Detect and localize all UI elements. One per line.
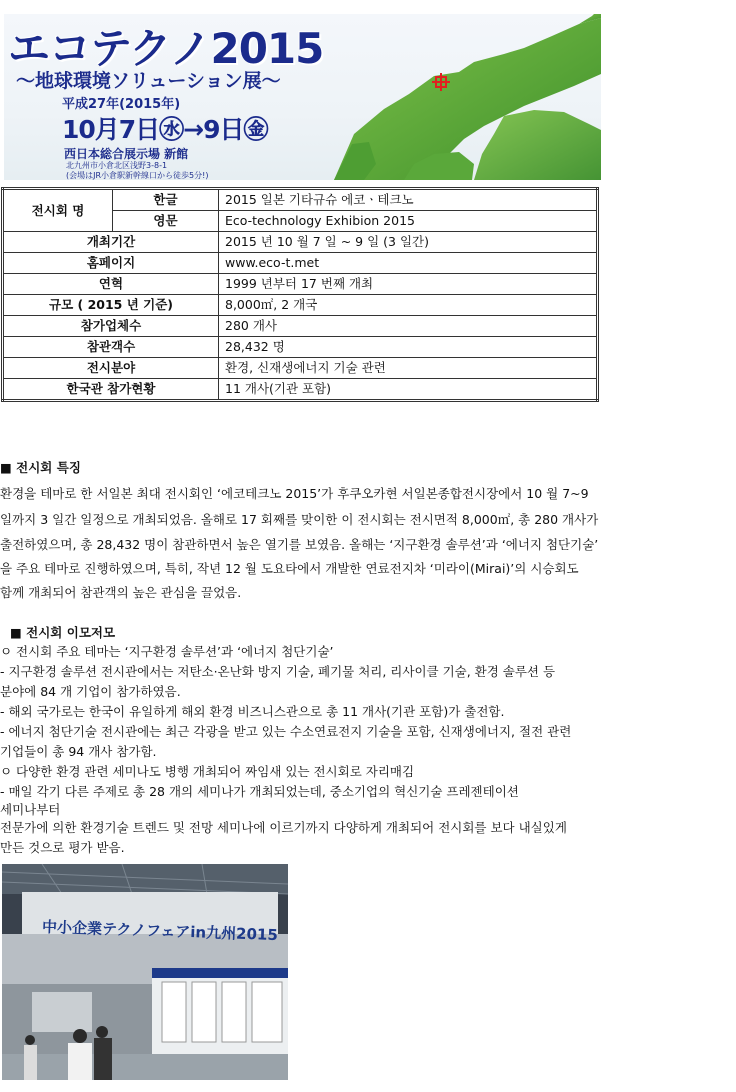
korea-pavilion-label: 한국관 참가현황 <box>3 379 219 401</box>
english-name-label: 영문 <box>113 211 219 232</box>
korea-pavilion-value: 11 개사(기관 포함) <box>219 379 598 401</box>
table-row <box>3 379 598 401</box>
details-line: 만든 것으로 평가 받음. <box>0 840 125 855</box>
history-value: 1999 년부터 17 번째 개최 <box>219 274 598 295</box>
scale-label: 규모 ( 2015 년 기준) <box>3 295 219 316</box>
features-heading: ■ 전시회 특징 <box>0 460 81 475</box>
table-row <box>3 232 598 253</box>
exhibitors-label: 참가업체수 <box>3 316 219 337</box>
features-line: 환경을 테마로 한 서일본 최대 전시회인 ‘에코테크노 2015’가 후쿠오카현 서일본종합전시장에서 10 월 7~9 <box>0 486 589 501</box>
korean-name-label: 한글 <box>113 189 219 211</box>
table-row <box>3 253 598 274</box>
field-label: 전시분야 <box>3 358 219 379</box>
details-line: 기업들이 총 94 개사 참가함. <box>0 744 157 759</box>
exhibition-hall-illustration <box>2 864 288 1080</box>
table-row <box>3 316 598 337</box>
features-line: 을 주요 테마로 진행하였으며, 특히, 작년 12 월 도요타에서 개발한 연료전지차 ‘미라이(Mirai)’의 시승회도 <box>0 561 579 576</box>
history-label: 연혁 <box>3 274 219 295</box>
exhibition-name-label: 전시회 명 <box>3 189 113 232</box>
table-row <box>3 337 598 358</box>
banner-address <box>66 161 208 180</box>
details-line: - 에너지 첨단기술 전시관에는 최근 각광을 받고 있는 수소연료전지 기술을 포함, 신재생에너지, 절전 관련 <box>0 724 572 739</box>
details-heading: ■ 전시회 이모저모 <box>10 625 116 640</box>
details-line: 분야에 84 개 기업이 참가하였음. <box>0 684 181 699</box>
english-name-value: Eco-technology Exhibion 2015 <box>219 211 598 232</box>
banner-dates: 10月7日㊌→9日㊎ <box>62 115 268 144</box>
table-row <box>3 189 598 211</box>
table-row <box>3 274 598 295</box>
table-row <box>3 358 598 379</box>
photo-signboard: 中小企業テクノフェアin九州2015 <box>41 917 279 945</box>
visitors-value: 28,432 명 <box>219 337 598 358</box>
features-line: 출전하였으며, 총 28,432 명이 참관하면서 높은 열기를 보였음. 올해는 ‘지구환경 솔루션’과 ‘에너지 첨단기술’ <box>0 537 599 552</box>
exhibition-info-table <box>1 187 599 402</box>
details-line: - 매일 각기 다른 주제로 총 28 개의 세미나가 개최되었는데, 중소기업의 혁신기술 프레젠테이션 <box>0 784 519 799</box>
event-banner <box>4 14 601 180</box>
exhibition-hall-photo <box>2 864 288 1080</box>
banner-address-line2: (会場はJR小倉駅新幹線口から徒歩5分!) <box>66 171 209 180</box>
details-line: - 지구환경 솔루션 전시관에서는 저탄소·온난화 방지 기술, 폐기물 처리, 리사이클 기술, 환경 솔루션 등 <box>0 664 556 679</box>
homepage-value: www.eco-t.met <box>219 253 598 274</box>
banner-venue: 西日本総合展示場 新館 <box>64 147 189 161</box>
details-line: - 해외 국가로는 한국이 유일하게 해외 환경 비즈니스관으로 총 11 개사(기관 포함)가 출전함. <box>0 704 505 719</box>
details-line: 세미나부터 <box>0 802 61 817</box>
period-label: 개최기간 <box>3 232 219 253</box>
features-line: 함께 개최되어 참관객의 높은 관심을 끌었음. <box>0 585 242 600</box>
banner-address-line1: 北九州市小倉北区浅野3-8-1 <box>66 161 168 170</box>
period-value: 2015 년 10 월 7 일 ~ 9 일 (3 일간) <box>219 232 598 253</box>
details-line: 전문가에 의한 환경기술 트렌드 및 전망 세미나에 이르기까지 다양하게 개최되어 전시회를 보다 내실있게 <box>0 820 567 835</box>
korean-name-value: 2015 일본 기타규슈 에코ㆍ테크노 <box>219 189 598 211</box>
banner-era: 平成27年(2015年) <box>62 97 181 112</box>
visitors-label: 참관객수 <box>3 337 219 358</box>
exhibitors-value: 280 개사 <box>219 316 598 337</box>
banner-subtitle: ～地球環境ソリューション展～ <box>16 70 281 92</box>
field-value: 환경, 신재생에너지 기술 관련 <box>219 358 598 379</box>
scale-value: 8,000㎡, 2 개국 <box>219 295 598 316</box>
banner-title: エコテクノ2015 <box>8 24 324 73</box>
table-row <box>3 295 598 316</box>
details-line: ㅇ 전시회 주요 테마는 ‘지구환경 솔루션’과 ‘에너지 첨단기술’ <box>0 644 334 659</box>
homepage-label: 홈페이지 <box>3 253 219 274</box>
features-line: 일까지 3 일간 일정으로 개최되었음. 올해로 17 회째를 맞이한 이 전시회는 전시면적 8,000㎡, 총 280 개사가 <box>0 512 599 527</box>
details-line: ㅇ 다양한 환경 관련 세미나도 병행 개최되어 짜임새 있는 전시회로 자리매김 <box>0 764 415 779</box>
